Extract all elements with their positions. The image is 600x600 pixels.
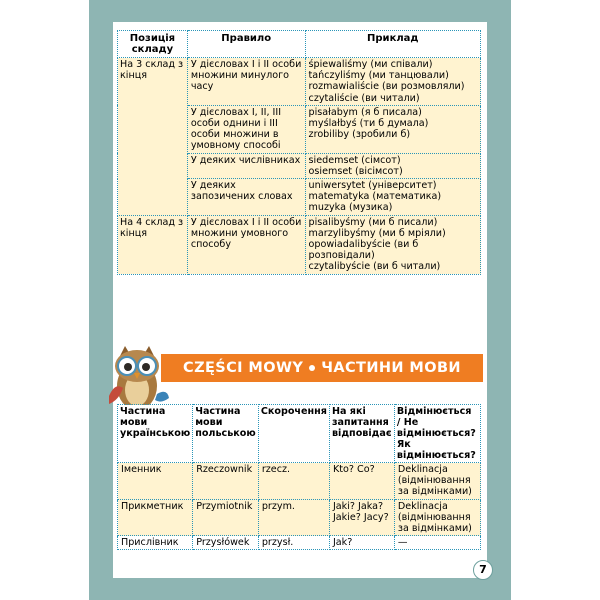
table-row [118,499,481,536]
header-ukrainian: Частина мови українською [118,405,193,463]
example-line: czytalibyście (ви б читали) [308,261,441,273]
polish-cell: Rzeczownik [193,463,259,500]
example-line: czytaliście (ви читали) [308,92,420,104]
declension-cell: Deklinacja (відмінювання за відмінками) [394,463,480,500]
page-frame-top [89,0,511,22]
page-number: 7 [473,560,493,580]
header-example: Приклад [305,31,480,58]
declension-cell: — [394,536,480,550]
rule-cell: У дієсловах I, II, III особи однини і III особи множини в умовному способі [187,105,305,153]
table-row [118,58,481,106]
page-frame-right [487,0,511,600]
page-frame-left [89,0,113,600]
table-row [118,536,481,550]
ukrainian-cell: Прикметник [118,499,193,536]
questions-cell: Jak? [329,536,394,550]
example-line: muzyka (музика) [308,202,393,214]
header-position: Позиція складу [118,31,188,58]
questions-cell: Kto? Co? [329,463,394,500]
example-line: śpiewaliśmy (ми співали) [308,59,433,70]
example-line: opowiadalibyście (ви б розповідали) [308,239,419,262]
example-cell [305,153,480,178]
polish-cell: Przymiotnik [193,499,259,536]
stress-rules-table [117,30,481,275]
bullet-dot-icon [309,365,315,371]
declension-cell: Deklinacja (відмінювання за відмінками) [394,499,480,536]
example-cell [305,215,480,274]
position-cell: На 4 склад з кінця [118,215,188,274]
parts-header-row [118,405,481,463]
page-sheet [113,22,487,578]
section-banner [161,354,483,382]
polish-cell: Przysłówek [193,536,259,550]
example-line: uniwersytet (університет) [308,180,437,192]
rule-cell: У дієсловах I і II особи множини минулого часу [187,58,305,106]
example-cell [305,179,480,216]
header-polish: Частина мови польською [193,405,259,463]
example-line: myślałbyś (ти б думала) [308,118,429,130]
rules-header-row [118,31,481,58]
ukrainian-cell: Прислівник [118,536,193,550]
ukrainian-cell: Іменник [118,463,193,500]
example-line: tańczyliśmy (ми танцювали) [308,70,449,82]
header-questions: На які запитання відповідає [329,405,394,463]
rule-cell: У деяких числівниках [187,153,305,178]
header-declension: Відмінюється / Не відмінюється? Як відмінюється? [394,405,480,463]
position-cell: На 3 склад з кінця [118,58,188,216]
example-line: rozmawialiście (ви розмовляли) [308,81,465,93]
banner-title-ukrainian: ЧАСТИНИ МОВИ [321,360,461,376]
example-cell [305,105,480,153]
header-abbreviation: Скорочення [258,405,329,463]
questions-cell: Jaki? Jaka? Jakie? Jacy? [329,499,394,536]
header-rule: Правило [187,31,305,58]
example-line: zrobiliby (зробили б) [308,129,411,141]
rule-cell: У деяких запозичених словах [187,179,305,216]
example-line: siedemset (сімсот) [308,154,401,166]
example-line: marzylibyśmy (ми б мріяли) [308,227,446,239]
table-row [118,215,481,274]
example-line: matematyka (математика) [308,191,442,203]
example-cell [305,58,480,106]
abbreviation-cell: przysł. [258,536,329,550]
table-row [118,463,481,500]
example-line: osiemset (вісімсот) [308,165,403,177]
rule-cell: У дієсловах I і II особи множини умовного способу [187,215,305,274]
parts-of-speech-table [117,404,481,550]
page-frame-bottom [89,578,511,600]
example-line: pisałabym (я б писала) [308,106,422,118]
abbreviation-cell: rzecz. [258,463,329,500]
banner-title-polish: CZĘŚCI MOWY [183,360,304,376]
abbreviation-cell: przym. [258,499,329,536]
example-line: pisalibyśmy (ми б писали) [308,216,438,228]
